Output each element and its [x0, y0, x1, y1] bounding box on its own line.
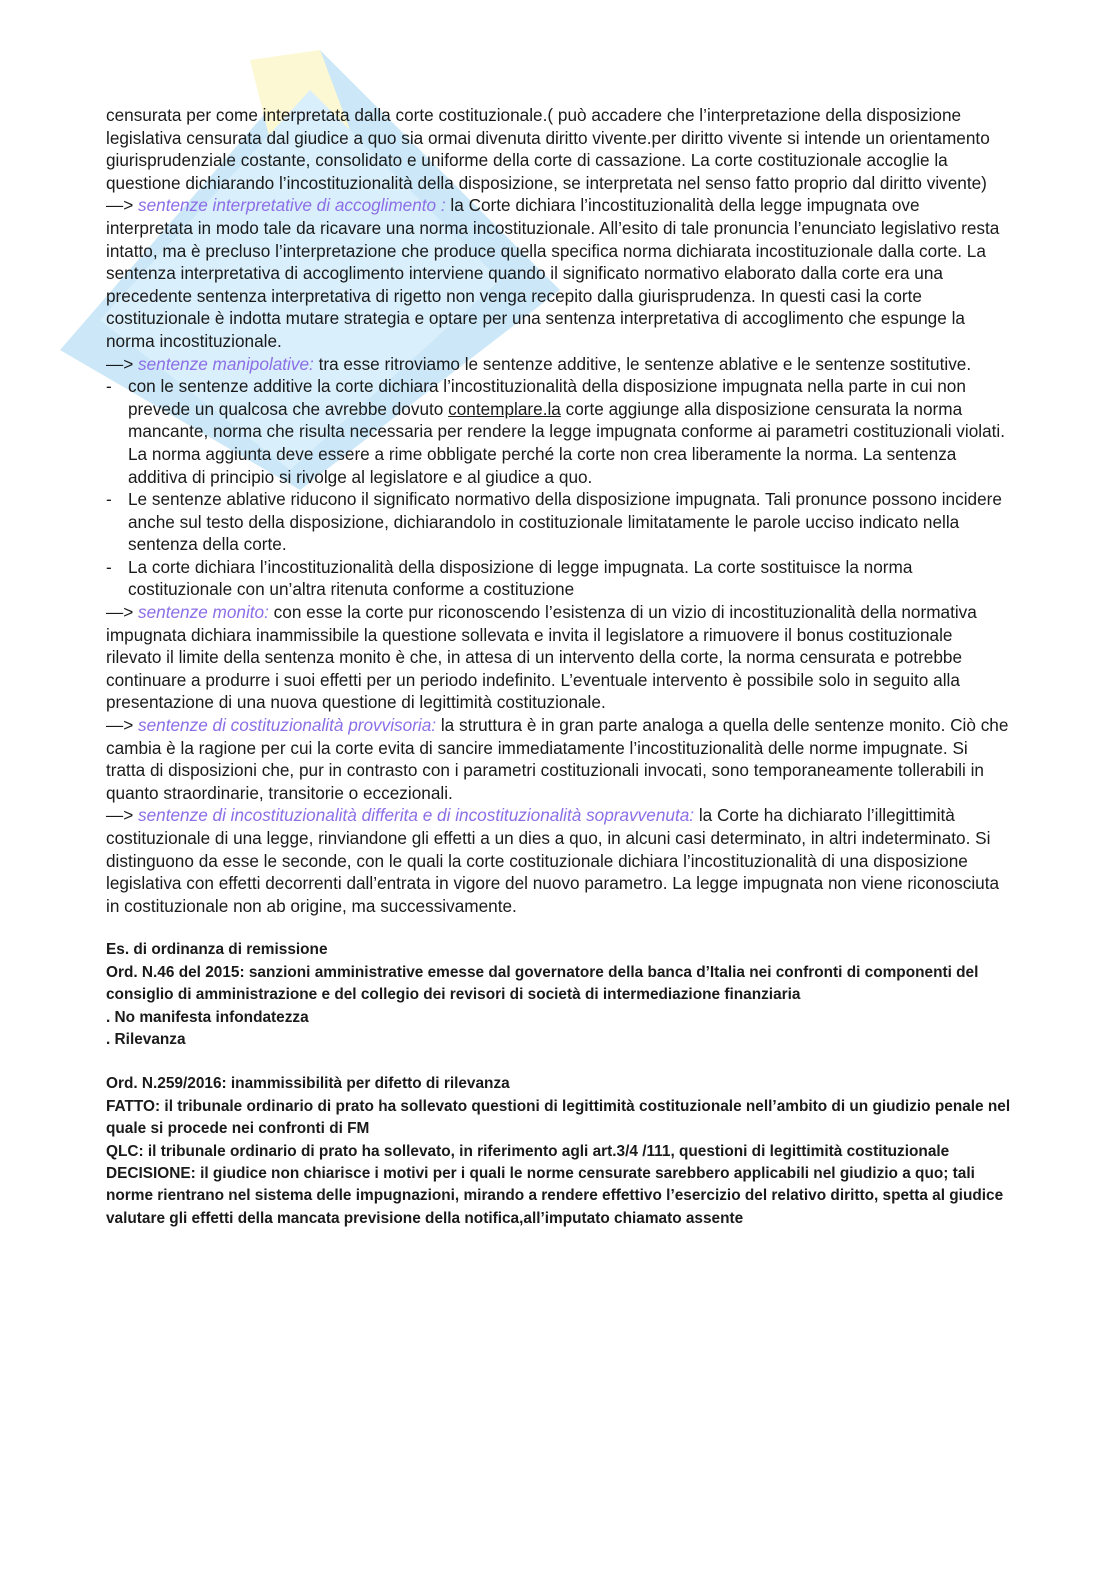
keyword-sentenze-manipolative: sentenze manipolative: — [138, 353, 314, 374]
arrow-marker: —> — [106, 195, 138, 216]
list-item-text: La corte dichiara l’incostituzionalità della disposizione di legge impugnata. La corte sostituisce la norma costituzionale con un’altra ritenuta conforme a costituzione — [128, 556, 913, 600]
body-text — [106, 104, 1011, 917]
dash-bullet: - — [106, 556, 112, 577]
arrow-marker: —> — [106, 353, 138, 374]
keyword-costituzionalita-provvisoria: sentenze di costituzionalità provvisoria: — [138, 715, 437, 736]
list-item — [106, 556, 1011, 601]
ordinanza-point: . Rilevanza — [106, 1031, 186, 1048]
dash-bullet: - — [106, 489, 112, 510]
list-item-text: Le sentenze ablative riducono il significato normativo della disposizione impugnata. Tali pronunce possono incidere anche sul testo della disposizione, dichiarandolo in costituzionale limitatamente le parole ucciso indicato nella sentenza della corte. — [128, 489, 1002, 555]
paragraph-text: con esse la corte pur riconoscendo l’esistenza di un vizio di incostituzionalità della normativa impugnata dichiara inammissibile la questione sollevata e invita il legislatore a rimuovere il bonus costituzionale rilevato il limite della sentenza monito è che, in attesa di un intervento della corte, la norma censurata e potrebbe continuare a produrre i suoi effetti per un periodo indefinito. L’eventuale intervento è possibile solo in seguito alla presentazione di una nuova questione di legittimità costituzionale. — [106, 602, 977, 713]
ordinanza-decisione: DECISIONE: il giudice non chiarisce i motivi per i quali le norme censurate sarebbero applicabili nel giudizio a quo; tali norme rientrano nel sistema delle impugnazioni, mirando a rendere effettivo l’esercizio del relativo diritto, spetta al giudice valutare gli effetti della mancata previsione della notifica,all’imputato chiamato assente — [106, 1165, 1004, 1227]
ordinanza-46-section — [106, 939, 1011, 1051]
ordinanza-qlc: QLC: il tribunale ordinario di prato ha sollevato, in riferimento agli art.3/4 /111, questioni di legittimità costituzionale — [106, 1142, 950, 1160]
dash-bullet: - — [106, 376, 112, 397]
paragraph-sentenze-interpretative — [106, 194, 1011, 352]
paragraph-sentenze-monito — [106, 601, 1011, 714]
paragraph-sentenze-manipolative — [106, 353, 1011, 376]
ordinanza-title: Ord. N.259/2016: inammissibilità per difetto di rilevanza — [106, 1075, 510, 1093]
arrow-marker: —> — [106, 602, 138, 623]
keyword-sentenze-interpretative: sentenze interpretative di accoglimento : — [138, 195, 446, 216]
document-content — [106, 104, 1011, 1230]
paragraph-incostituzionalita-differita — [106, 804, 1011, 917]
spacer — [106, 917, 1011, 939]
paragraph-text: la struttura è in gran parte analoga a quella delle sentenze monito. Ciò che cambia è la ragione per cui la corte evita di sancire immediatamente l’incostituzionalità delle norme impugnate. Si tratta di disposizioni che, pur in contrasto con i parametri costituzionali invocati, sono temporaneamente tollerabili in quanto straordinarie, transitorie o eccezionali. — [106, 715, 1009, 803]
paragraph-text: la Corte ha dichiarato l’illegittimità costituzionale di una legge, rinviandone gli effetti a un dies a quo, in alcuni casi determinato, in altri indeterminato. Si distinguono da esse le seconde, con le quali la corte costituzionale dichiara l’incostituzionalità di una disposizione legislativa con effetti decorrenti dall’entrata in vigore del nuovo parametro. La legge impugnata non viene riconosciuta in costituzionale non ab origine, ma successivamente. — [106, 805, 1000, 916]
ordinanza-259-section — [106, 1073, 1011, 1230]
paragraph-text: la Corte dichiara l’incostituzionalità della legge impugnata ove interpretata in modo tale da ricavare una norma incostituzionale. All’esito di tale pronuncia l’enunciato legislativo resta intatto, ma è precluso l’interpretazione che produce quella specifica norma dichiarata incostituzionale dalla corte. La sentenza interpretativa di accoglimento interviene quando il significato normativo elaborato dalla corte era una precedente sentenza interpretativa di rigetto non venga recepito dalla giurisprudenza. In questi casi la corte costituzionale è indotta mutare strategia e optare per una sentenza interpretativa di accoglimento che espunge la norma incostituzionale. — [106, 195, 1000, 351]
list-item — [106, 488, 1011, 556]
spacer — [106, 1051, 1011, 1073]
keyword-sentenze-monito: sentenze monito: — [138, 602, 269, 623]
paragraph-costituzionalita-provvisoria — [106, 714, 1011, 804]
arrow-marker: —> — [106, 805, 138, 826]
paragraph-intro: censurata per come interpretata dalla corte costituzionale.( può accadere che l’interpretazione della disposizione legislativa censurata dal giudice a quo sia ormai divenuta diritto vivente.per diritto vivente si intende un orientamento giurisprudenziale costante, consolidato e uniforme della corte di cassazione. La corte costituzionale accoglie la questione dichiarando l’incostituzionalità della disposizione, se interpretata nel senso fatto proprio dal diritto vivente) — [106, 105, 990, 193]
keyword-incostituzionalita-differita: sentenze di incostituzionalità differita e di incostituzionalità sopravvenuta: — [138, 805, 695, 826]
section-heading: Es. di ordinanza di remissione — [106, 941, 328, 959]
list-item — [106, 375, 1011, 488]
paragraph-text: tra esse ritroviamo le sentenze additive, le sentenze ablative e le sentenze sostitutive. — [313, 353, 972, 374]
arrow-marker: —> — [106, 715, 138, 736]
ordinanza-fatto: FATTO: il tribunale ordinario di prato ha sollevato questioni di legittimità costituzionale nell’ambito di un giudizio penale nel quale si procede nei confronti di FM — [106, 1097, 1011, 1138]
ordinanza-point: . No manifesta infondatezza — [106, 1008, 309, 1026]
list-item-text: con le sentenze additive la corte dichiara l’incostituzionalità della disposizione impugnata nella parte in cui non prevede un qualcosa che avrebbe dovuto — [128, 376, 966, 419]
ordinanza-title: Ord. N.46 del 2015: sanzioni amministrative emesse dal governatore della banca d’Italia nei confronti di componenti del consiglio di amministrazione e del collegio dei revisori di società di intermediazione finanziaria — [106, 963, 979, 1004]
underlined-text: contemplare.la — [448, 398, 561, 419]
list-item-text: corte aggiunge alla disposizione censurata la norma mancante, norma che risulta necessaria per rendere la legge impugnata conforme ai parametri costituzionali violati. La norma aggiunta deve essere a rime obbligate perché la corte non crea liberamente la norma. La sentenza additiva di principio si rivolge al legislatore e al giudice a quo. — [128, 398, 1006, 487]
manipolative-list — [106, 375, 1011, 601]
